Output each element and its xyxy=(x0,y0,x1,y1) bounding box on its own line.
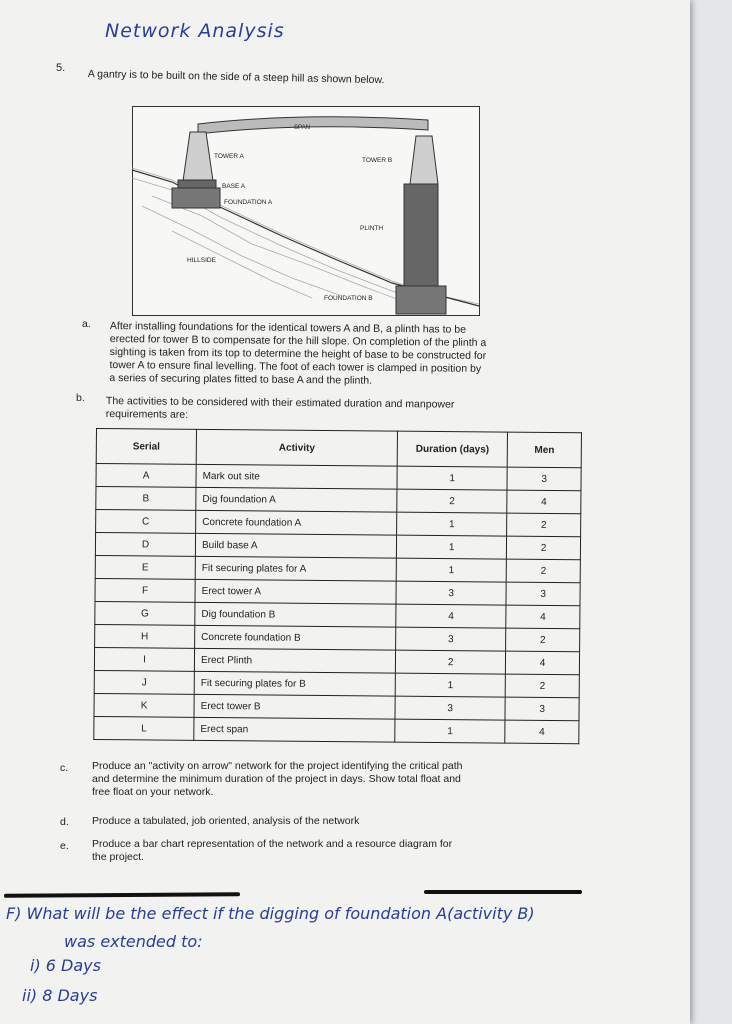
table-row: H Concrete foundation B 3 2 xyxy=(95,624,580,651)
table-row: B Dig foundation A 2 4 xyxy=(96,487,581,514)
table-row: C Concrete foundation A 1 2 xyxy=(96,510,581,537)
table-row: E Fit securing plates for A 1 2 xyxy=(95,555,580,582)
part-a-label: a. xyxy=(82,318,91,330)
table-row: J Fit securing plates for B 1 2 xyxy=(94,670,579,697)
table-row: L Erect span 1 4 xyxy=(94,716,579,743)
hillside-label: HILLSIDE xyxy=(187,257,216,264)
part-c-text: Produce an "activity on arrow" network for the project identifying the critical path and determine the minimum duration of the project in days. Show total float and free float on your network. xyxy=(92,760,463,798)
part-e-label: e. xyxy=(60,840,69,852)
part-d-label: d. xyxy=(60,816,69,828)
pen-divider-right xyxy=(424,890,582,894)
table-row: F Erect tower A 3 3 xyxy=(95,578,580,605)
part-c-label: c. xyxy=(60,762,69,774)
table-row: D Build base A 1 2 xyxy=(95,533,580,560)
plinth-label: PLINTH xyxy=(360,225,384,232)
base-a-label: BASE A xyxy=(222,183,246,190)
tower-b-label: TOWER B xyxy=(362,157,393,164)
table-row: I Erect Plinth 2 4 xyxy=(94,647,579,674)
handwritten-option-i: i) 6 Days xyxy=(30,956,101,975)
activity-table xyxy=(93,428,582,744)
page-title: Network Analysis xyxy=(105,20,285,42)
question-text: A gantry is to be built on the side of a steep hill as shown below. xyxy=(87,68,385,87)
foundation-b xyxy=(396,286,446,314)
header-men: Men xyxy=(507,432,581,468)
handwritten-question-line1: F) What will be the effect if the digging of foundation A(activity B) xyxy=(6,904,535,923)
base-a xyxy=(178,180,216,188)
tower-a-label: TOWER A xyxy=(214,153,244,160)
table-row: K Erect tower B 3 3 xyxy=(94,693,579,720)
plinth xyxy=(404,184,438,286)
table-header-row xyxy=(96,429,581,468)
gantry-diagram xyxy=(132,106,480,316)
header-serial: Serial xyxy=(96,429,196,465)
foundation-a-label: FOUNDATION A xyxy=(224,199,273,206)
part-b-text: The activities to be considered with their estimated duration and manpower requirements are: xyxy=(105,395,455,421)
header-duration: Duration (days) xyxy=(397,431,507,467)
span-label: SPAN xyxy=(294,125,310,131)
foundation-a xyxy=(172,188,220,208)
table-row: A Mark out site 1 3 xyxy=(96,464,581,491)
table-row: G Dig foundation B 4 4 xyxy=(95,601,580,628)
part-a-text: After installing foundations for the identical towers A and B, a plinth has to be erected for tower B to compensate for the hill slope. On completion of the plinth a sighting is taken from its top to determine the height of base to be constructed for tower A to ensure final levelling. The foot of each tower is clamped in position by a series of securing plates fitted to base A and the plinth. xyxy=(109,320,487,387)
part-d-text: Produce a tabulated, job oriented, analysis of the network xyxy=(92,815,360,827)
header-activity: Activity xyxy=(196,429,397,466)
foundation-b-label: FOUNDATION B xyxy=(324,295,373,302)
part-b-label: b. xyxy=(76,392,85,404)
pen-divider-left xyxy=(4,892,240,898)
part-e-text: Produce a bar chart representation of the network and a resource diagram for the project. xyxy=(92,838,453,863)
handwritten-question-line2: was extended to: xyxy=(64,932,203,951)
handwritten-option-ii: ii) 8 Days xyxy=(22,986,98,1005)
question-number: 5. xyxy=(56,62,66,74)
